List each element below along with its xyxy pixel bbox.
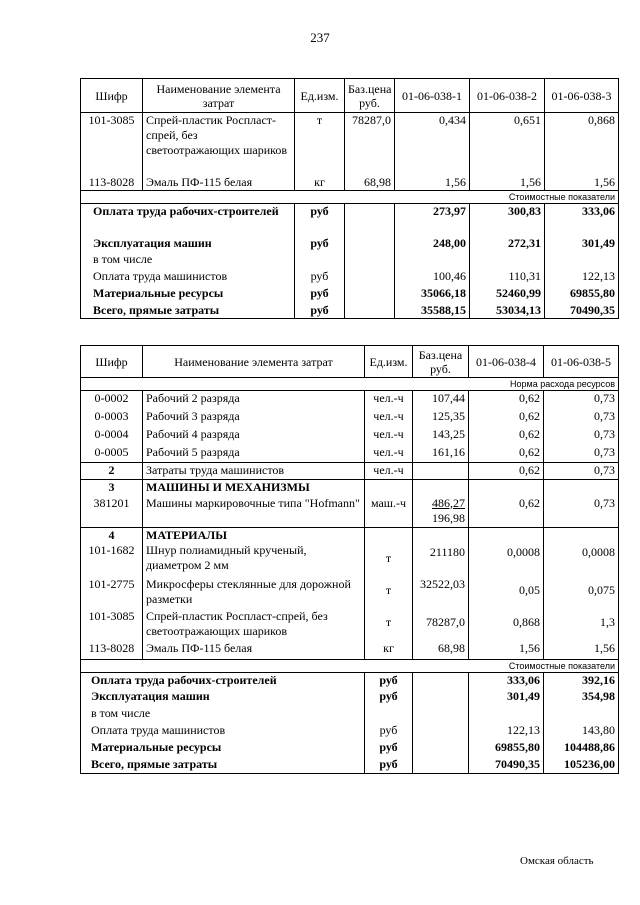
summary-row: в том числе	[81, 706, 619, 723]
header-col-2: 01-06-038-2	[470, 79, 545, 113]
table-row: 0-0003 Рабочий 3 разряда чел.-ч 125,35 0,62 0,73	[81, 409, 619, 427]
cell-price: 78287,0	[345, 113, 395, 175]
cell-name: Эмаль ПФ-115 белая	[143, 175, 295, 191]
header-name: Наименование элемента затрат	[143, 79, 295, 113]
resource-table-2	[80, 345, 619, 774]
table-row: 0-0004 Рабочий 4 разряда чел.-ч 143,25 0,62 0,73	[81, 427, 619, 445]
page-number: 237	[310, 30, 330, 45]
header-col-4: 01-06-038-4	[469, 346, 544, 378]
cell-value: 1,56	[545, 175, 619, 191]
table-row: 0-0005 Рабочий 5 разряда чел.-ч 161,16 0,62 0,73	[81, 445, 619, 463]
header-base-price: Баз.цена руб.	[345, 79, 395, 113]
summary-row: Оплата труда машинистов руб 100,46 110,31 122,13	[81, 269, 619, 286]
table-row: 113-8028 Эмаль ПФ-115 белая кг 68,98 1,56 1,56	[81, 641, 619, 659]
table-row	[81, 175, 619, 191]
cell-value: 1,56	[395, 175, 470, 191]
section-label: Стоимостные показатели	[81, 659, 619, 672]
header-col-3: 01-06-038-3	[545, 79, 619, 113]
cell-unit: т	[295, 113, 345, 175]
section-row: 4 МАТЕРИАЛЫ	[81, 528, 619, 544]
cell-value: 1,56	[470, 175, 545, 191]
cell-price: 68,98	[345, 175, 395, 191]
cell-value: 0,434	[395, 113, 470, 175]
header-code: Шифр	[81, 346, 143, 378]
table-row: 381201 Машины маркировочные типа "Hofmann" маш.-ч 486,27 196,98 0,62 0,73	[81, 496, 619, 528]
summary-row: Материальные ресурсы руб 69855,80 104488,86	[81, 740, 619, 757]
resource-table-1	[80, 78, 619, 319]
summary-row: Материальные ресурсы руб 35066,18 52460,99 69855,80	[81, 286, 619, 303]
summary-row: Эксплуатация машин руб 248,00 272,31 301,49	[81, 236, 619, 252]
norm-label: Норма расхода ресурсов	[81, 378, 619, 391]
header-col-5: 01-06-038-5	[544, 346, 619, 378]
cell-code: 113-8028	[81, 175, 143, 191]
header-col-1: 01-06-038-1	[395, 79, 470, 113]
summary-row: Оплата труда машинистов руб 122,13 143,80	[81, 723, 619, 740]
table-row: 101-1682 Шнур полиамидный крученый, диаметром 2 мм т 211180 0,0008 0,0008	[81, 543, 619, 577]
cell-unit: кг	[295, 175, 345, 191]
header-unit: Ед.изм.	[365, 346, 413, 378]
cell-value: 0,651	[470, 113, 545, 175]
section-row: 3 МАШИНЫ И МЕХАНИЗМЫ	[81, 480, 619, 496]
table-row	[81, 113, 619, 175]
section-label: Стоимостные показатели	[81, 191, 619, 204]
summary-row: Эксплуатация машин руб 301,49 354,98	[81, 689, 619, 706]
price-machine-total: 486,27	[432, 495, 465, 510]
header-base-price: Баз.цена руб.	[413, 346, 469, 378]
header-unit: Ед.изм.	[295, 79, 345, 113]
summary-row: Оплата труда рабочих-строителей руб 273,97 300,83 333,06	[81, 204, 619, 236]
summary-row: Оплата труда рабочих-строителей руб 333,06 392,16	[81, 672, 619, 689]
cell-value: 0,868	[545, 113, 619, 175]
table-row: 101-2775 Микросферы стеклянные для дорожной разметки т 32522,03 0,05 0,075	[81, 577, 619, 609]
footer-region: Омская область	[520, 855, 594, 867]
table-row: 0-0002 Рабочий 2 разряда чел.-ч 107,44 0,62 0,73	[81, 391, 619, 409]
price-machine-operator: 196,98	[432, 510, 465, 525]
cell-code: 101-3085	[81, 113, 143, 175]
cell-name: Спрей-пластик Роспласт-спрей, без светоотражающих шариков	[143, 113, 295, 175]
summary-row: Всего, прямые затраты руб 70490,35 105236,00	[81, 757, 619, 773]
summary-row: в том числе	[81, 252, 619, 269]
table-row: 101-3085 Спрей-пластик Роспласт-спрей, без светоотражающих шариков т 78287,0 0,868 1,3	[81, 609, 619, 641]
table-row: 2 Затраты труда машинистов чел.-ч 0,62 0,73	[81, 463, 619, 480]
header-code: Шифр	[81, 79, 143, 113]
summary-row: Всего, прямые затраты руб 35588,15 53034,13 70490,35	[81, 303, 619, 319]
header-name: Наименование элемента затрат	[143, 346, 365, 378]
